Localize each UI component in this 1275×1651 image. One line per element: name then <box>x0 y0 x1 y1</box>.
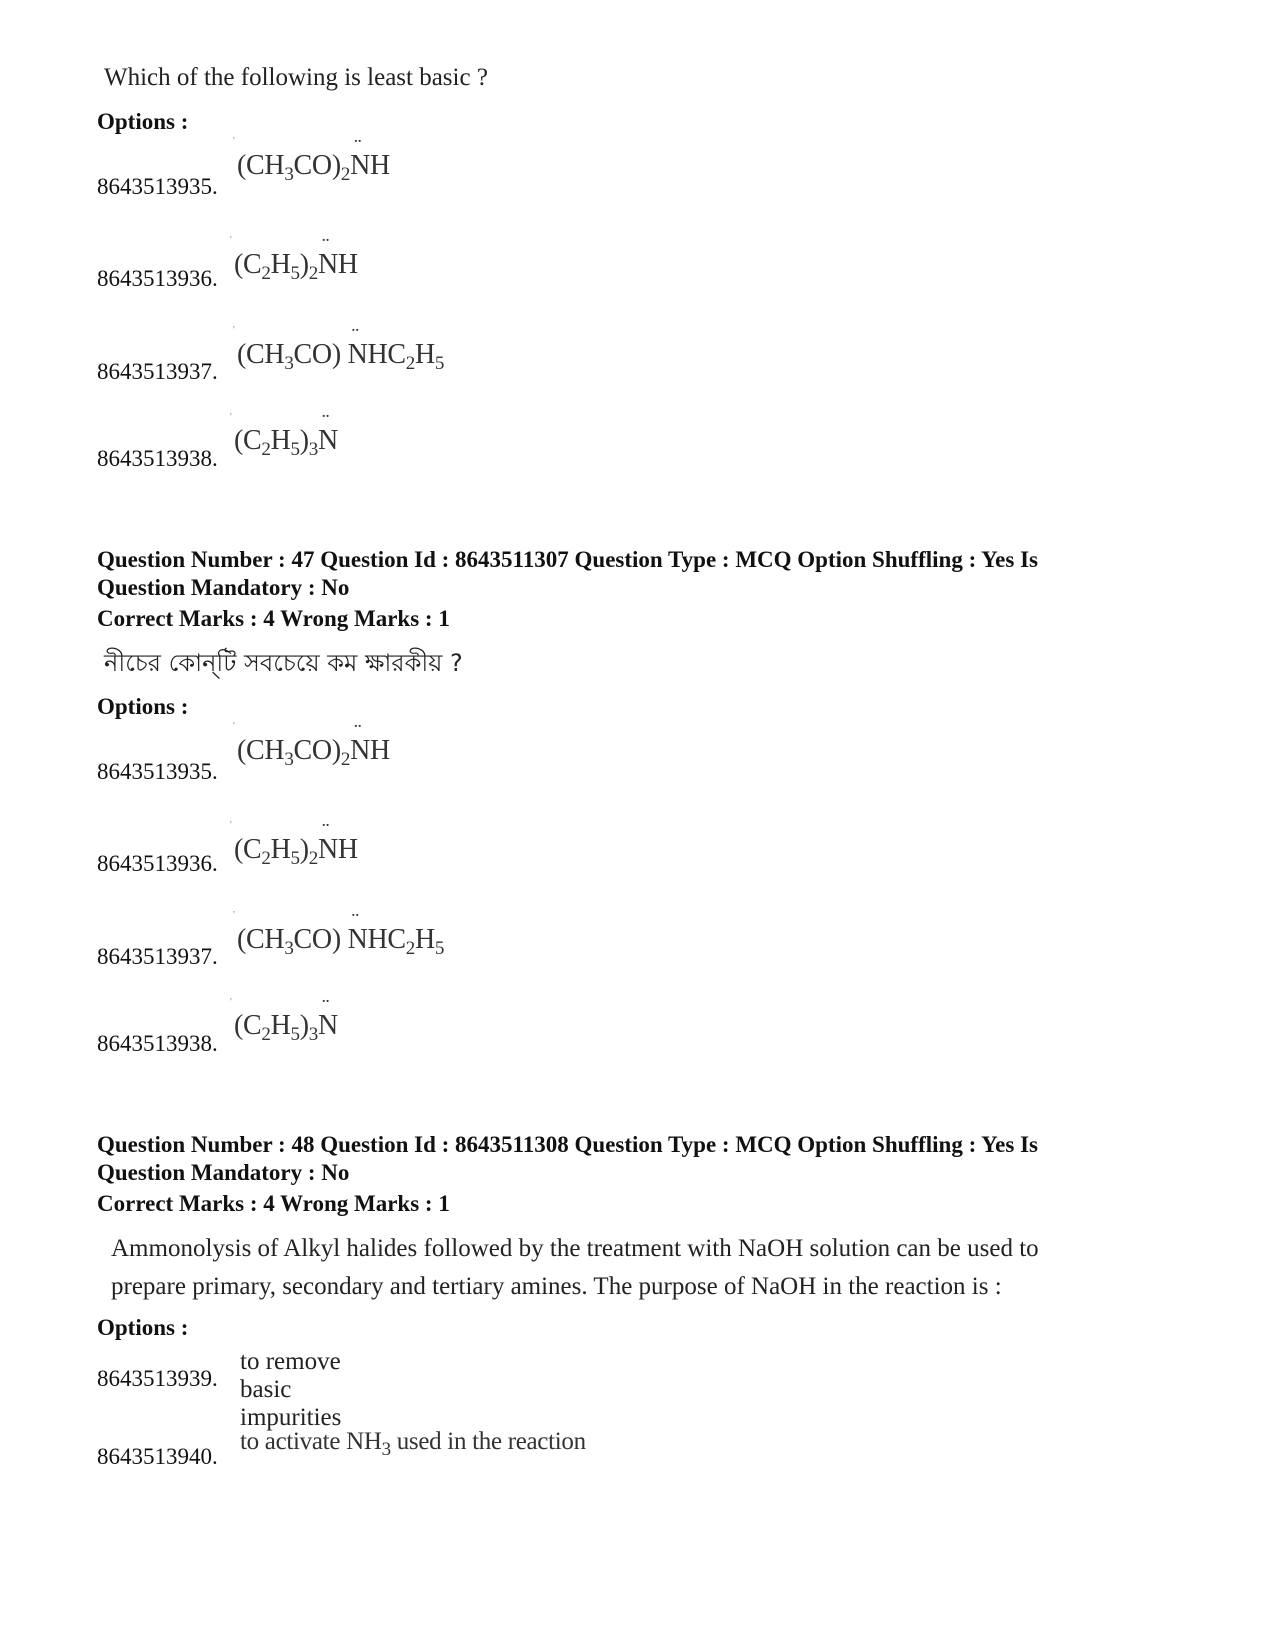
question-47-marks: Correct Marks : 4 Wrong Marks : 1 <box>97 606 450 631</box>
option-id: 8643513938. <box>97 1031 218 1056</box>
question-header-line: Question Number : 47 Question Id : 8643511307 Question Type : MCQ Option Shuffling : Yes Is <box>97 547 1038 572</box>
formula-n-ethylacetamide: $(CH_3CO)$ ¨ $NHC_2H_5$ <box>237 339 444 371</box>
question-48-header <box>97 1131 1217 1187</box>
formula-triethylamine: $(C_2H_5)_3¨$ N <box>234 425 338 457</box>
formula-diethylamine: $(C_2H_5)_2¨$ NH <box>234 249 358 281</box>
question-header-line: Question Number : 48 Question Id : 8643511308 Question Type : MCQ Option Shuffling : Yes Is <box>97 1132 1038 1157</box>
option-text: to remove basic impurities <box>240 1348 342 1431</box>
option-id: 8643513940. <box>97 1444 218 1469</box>
formula-triethylamine: $(C_2H_5)_3¨$ N <box>234 1010 338 1042</box>
question-47-text: নীচের কোন্‌টি সবচেয়ে কম ক্ষারকীয় ? <box>104 649 463 677</box>
question-48-text <box>111 1230 1211 1306</box>
options-label: Options : <box>97 109 189 134</box>
options-label: Options : <box>97 1315 189 1340</box>
question-header-line: Question Mandatory : No <box>97 1160 350 1185</box>
formula-n-ethylacetamide: $(CH_3CO)$ ¨ $NHC_2H_5$ <box>237 924 444 956</box>
option-text: to activate $NH_3$ used in the reaction <box>240 1428 586 1460</box>
option-id: 8643513938. <box>97 446 218 471</box>
question-46-text: Which of the following is least basic ? <box>104 64 488 91</box>
option-id: 8643513935. <box>97 174 218 199</box>
formula-diacetylamine: $(CH_3CO)_2¨$ NH <box>237 735 390 767</box>
options-label: Options : <box>97 694 189 719</box>
formula-diacetylamine: $(CH_3CO)_2¨$ NH <box>237 150 390 182</box>
option-id: 8643513939. <box>97 1366 218 1391</box>
option-id: 8643513936. <box>97 266 218 291</box>
option-id: 8643513937. <box>97 359 218 384</box>
option-id: 8643513936. <box>97 851 218 876</box>
option-id: 8643513937. <box>97 944 218 969</box>
question-text-line: Ammonolysis of Alkyl halides followed by the treatment with NaOH solution can be used to <box>111 1235 1039 1262</box>
question-47-header <box>97 546 1217 602</box>
question-header-line: Question Mandatory : No <box>97 575 350 600</box>
question-48-marks: Correct Marks : 4 Wrong Marks : 1 <box>97 1191 450 1216</box>
question-text-line: prepare primary, secondary and tertiary amines. The purpose of NaOH in the reaction is : <box>111 1273 1002 1300</box>
formula-diethylamine: $(C_2H_5)_2¨$ NH <box>234 834 358 866</box>
option-id: 8643513935. <box>97 759 218 784</box>
